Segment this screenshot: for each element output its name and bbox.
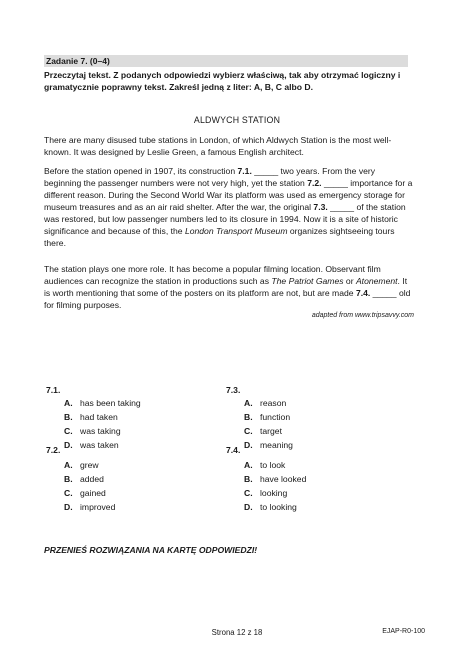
option-d[interactable]: [64, 502, 115, 512]
option-letter: D.: [64, 440, 73, 450]
text-span: two years. From the very beginning the passenger numbers were not very high, yet the station: [44, 166, 376, 188]
option-text: reason: [260, 398, 287, 408]
museum-name: London Transport Museum: [184, 226, 288, 236]
text-span: or: [343, 276, 356, 286]
option-d[interactable]: [244, 440, 293, 450]
option-text: to look: [260, 460, 286, 470]
option-c[interactable]: [64, 426, 121, 436]
task-header: Zadanie 7. (0–4): [44, 55, 408, 67]
gap-blank-7-2: _____: [323, 178, 348, 188]
question-number: 7.3.: [226, 385, 241, 395]
option-b[interactable]: [244, 474, 306, 484]
option-text: to looking: [260, 502, 297, 512]
option-letter: A.: [244, 460, 253, 470]
option-letter: D.: [64, 502, 73, 512]
option-text: improved: [80, 502, 116, 512]
option-letter: A.: [64, 460, 73, 470]
gap-label-7-4: 7.4.: [355, 288, 371, 298]
option-letter: D.: [244, 502, 253, 512]
option-letter: A.: [64, 398, 73, 408]
option-text: have looked: [260, 474, 307, 484]
option-text: grew: [80, 460, 99, 470]
option-letter: A.: [244, 398, 253, 408]
option-text: has been taking: [80, 398, 141, 408]
option-text: gained: [80, 488, 106, 498]
gap-blank-7-3: _____: [330, 202, 355, 212]
text-span: . It is worth mentioning that some of the posters on its platform are not, but are made: [44, 276, 408, 298]
option-d[interactable]: [244, 502, 297, 512]
article-paragraph-3: [44, 263, 414, 311]
question-number: 7.1.: [46, 385, 61, 395]
option-a[interactable]: [64, 398, 141, 408]
option-c[interactable]: [244, 426, 282, 436]
option-d[interactable]: [64, 440, 119, 450]
option-text: was taken: [80, 440, 119, 450]
option-letter: B.: [64, 412, 73, 422]
gap-blank-7-1: _____: [254, 166, 279, 176]
option-text: looking: [260, 488, 288, 498]
text-span: Before the station opened in 1907, its construction: [44, 166, 238, 176]
option-b[interactable]: [244, 412, 290, 422]
film-title-1: The Patriot Games: [271, 276, 344, 286]
option-text: had taken: [80, 412, 118, 422]
option-letter: D.: [244, 440, 253, 450]
film-title-2: Atonement: [355, 276, 398, 286]
text-span: organizes sightseeing tours there.: [44, 226, 395, 248]
gap-label-7-2: 7.2.: [307, 178, 322, 188]
option-text: function: [260, 412, 291, 422]
option-a[interactable]: [64, 460, 99, 470]
text-span: importance for a different reason. During the Second World War its platform was used as emergency storage for museum treasures and as an air raid shelter. After the war, the original: [44, 178, 413, 212]
option-a[interactable]: [244, 398, 286, 408]
page-number: Strona 12 z 18: [211, 628, 263, 637]
option-letter: C.: [64, 426, 73, 436]
option-letter: B.: [64, 474, 73, 484]
article-paragraph-2: [44, 165, 414, 249]
option-letter: C.: [244, 426, 253, 436]
text-span: old for filming purposes.: [44, 288, 411, 310]
gap-label-7-3: 7.3.: [313, 202, 328, 212]
exam-code: EJAP-R0-100: [382, 628, 425, 635]
option-letter: C.: [64, 488, 73, 498]
option-a[interactable]: [244, 460, 285, 470]
article-source: adapted from www.tripsavvy.com: [311, 312, 414, 319]
task-instruction: Przeczytaj tekst. Z podanych odpowiedzi wybierz właściwą, tak aby otrzymać logiczny i gramatycznie poprawny tekst. Zakreśl jedną z liter: A, B, C albo D.: [44, 70, 401, 92]
option-text: target: [260, 426, 282, 436]
option-c[interactable]: [64, 488, 106, 498]
gap-label-7-1: 7.1.: [237, 166, 252, 176]
question-number: 7.4.: [226, 445, 241, 455]
text-span: of the station was restored, but low passenger numbers led to its closure in 1994. Now it is a site of historic significance and because of this, the: [44, 202, 406, 236]
option-letter: B.: [244, 474, 253, 484]
option-letter: B.: [244, 412, 253, 422]
text-span: The station plays one more role. It has become a popular filming location. Observant film audiences can recognize the station in productions such as: [44, 264, 381, 286]
option-b[interactable]: [64, 412, 118, 422]
gap-blank-7-4: _____: [372, 288, 397, 298]
option-text: meaning: [260, 440, 293, 450]
option-c[interactable]: [244, 488, 287, 498]
option-text: was taking: [80, 426, 121, 436]
question-number: 7.2.: [46, 445, 61, 455]
option-letter: C.: [244, 488, 253, 498]
transfer-note: PRZENIEŚ ROZWIĄZANIA NA KARTĘ ODPOWIEDZI!: [44, 545, 258, 555]
option-text: added: [80, 474, 104, 484]
article-paragraph-1: There are many disused tube stations in London, of which Aldwych Station is the most well-known. It was designed by Leslie Green, a famous English architect.: [44, 135, 392, 157]
article-title: ALDWYCH STATION: [193, 115, 281, 125]
option-b[interactable]: [64, 474, 104, 484]
